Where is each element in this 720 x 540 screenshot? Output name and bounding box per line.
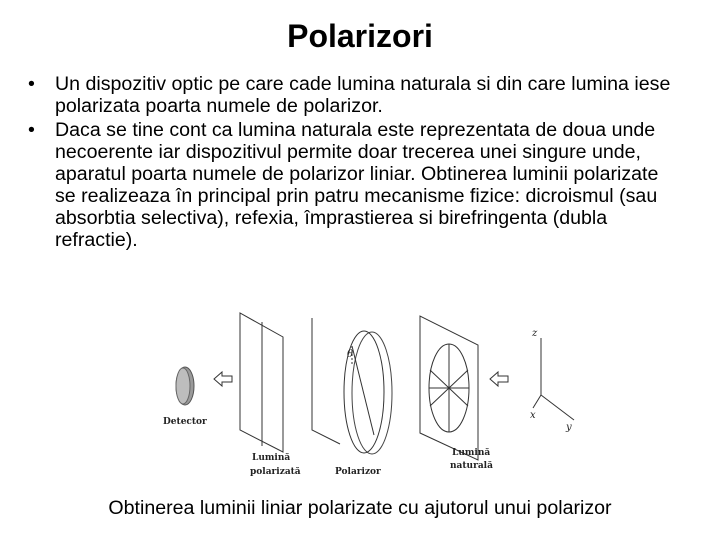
bullet-item: [28, 119, 678, 251]
bullet-list: [28, 73, 678, 253]
bullet-item: [28, 73, 678, 117]
axis-x-label: x: [530, 410, 536, 421]
polarizer-label: Polarizor: [335, 467, 381, 477]
filter-plane: [312, 318, 340, 444]
figure-caption: Obtinerea luminii liniar polarizate cu ajutorul unui polarizor: [108, 497, 612, 519]
theta-label: θ: [347, 349, 354, 360]
bullet-text: Daca se tine cont ca lumina naturala este reprezentata de doua unde necoerente iar dispozitivul permite doar trecerea unei singure unde, aparatul poarta numele de polarizor liniar. Obtinerea luminii polarizate se realizeaza în principal prin patru mecanisme fizice: dicroismul (sau absorbtia selectiva), refexia, împrastierea si birefringenta (dubla refractie).: [55, 119, 659, 251]
detector-disk: [176, 367, 194, 405]
right-arrow-icon: [490, 372, 508, 386]
bullet-marker: •: [28, 73, 35, 95]
natural-light-plane: [420, 316, 478, 460]
axis-y-label: y: [566, 422, 572, 433]
bullet-marker: •: [28, 119, 35, 141]
axis-z-label: z: [532, 328, 538, 339]
polarizer-diagram: [150, 300, 590, 490]
slide-title: Polarizori: [287, 18, 433, 54]
left-arrow-icon: [214, 372, 232, 386]
detector-label: Detector: [163, 417, 207, 427]
polarized-light-plane: [240, 313, 283, 452]
natural-label-line2: naturală: [450, 461, 493, 471]
axes-icon: [533, 338, 574, 420]
natural-label-line1: Lumină: [452, 448, 491, 458]
bullet-text: Un dispozitiv optic pe care cade lumina naturala si din care lumina iese polarizata poarta numele de polarizor.: [55, 73, 671, 117]
polarized-label-line1: Lumină: [252, 453, 291, 463]
polarized-label-line2: polarizată: [250, 467, 301, 477]
